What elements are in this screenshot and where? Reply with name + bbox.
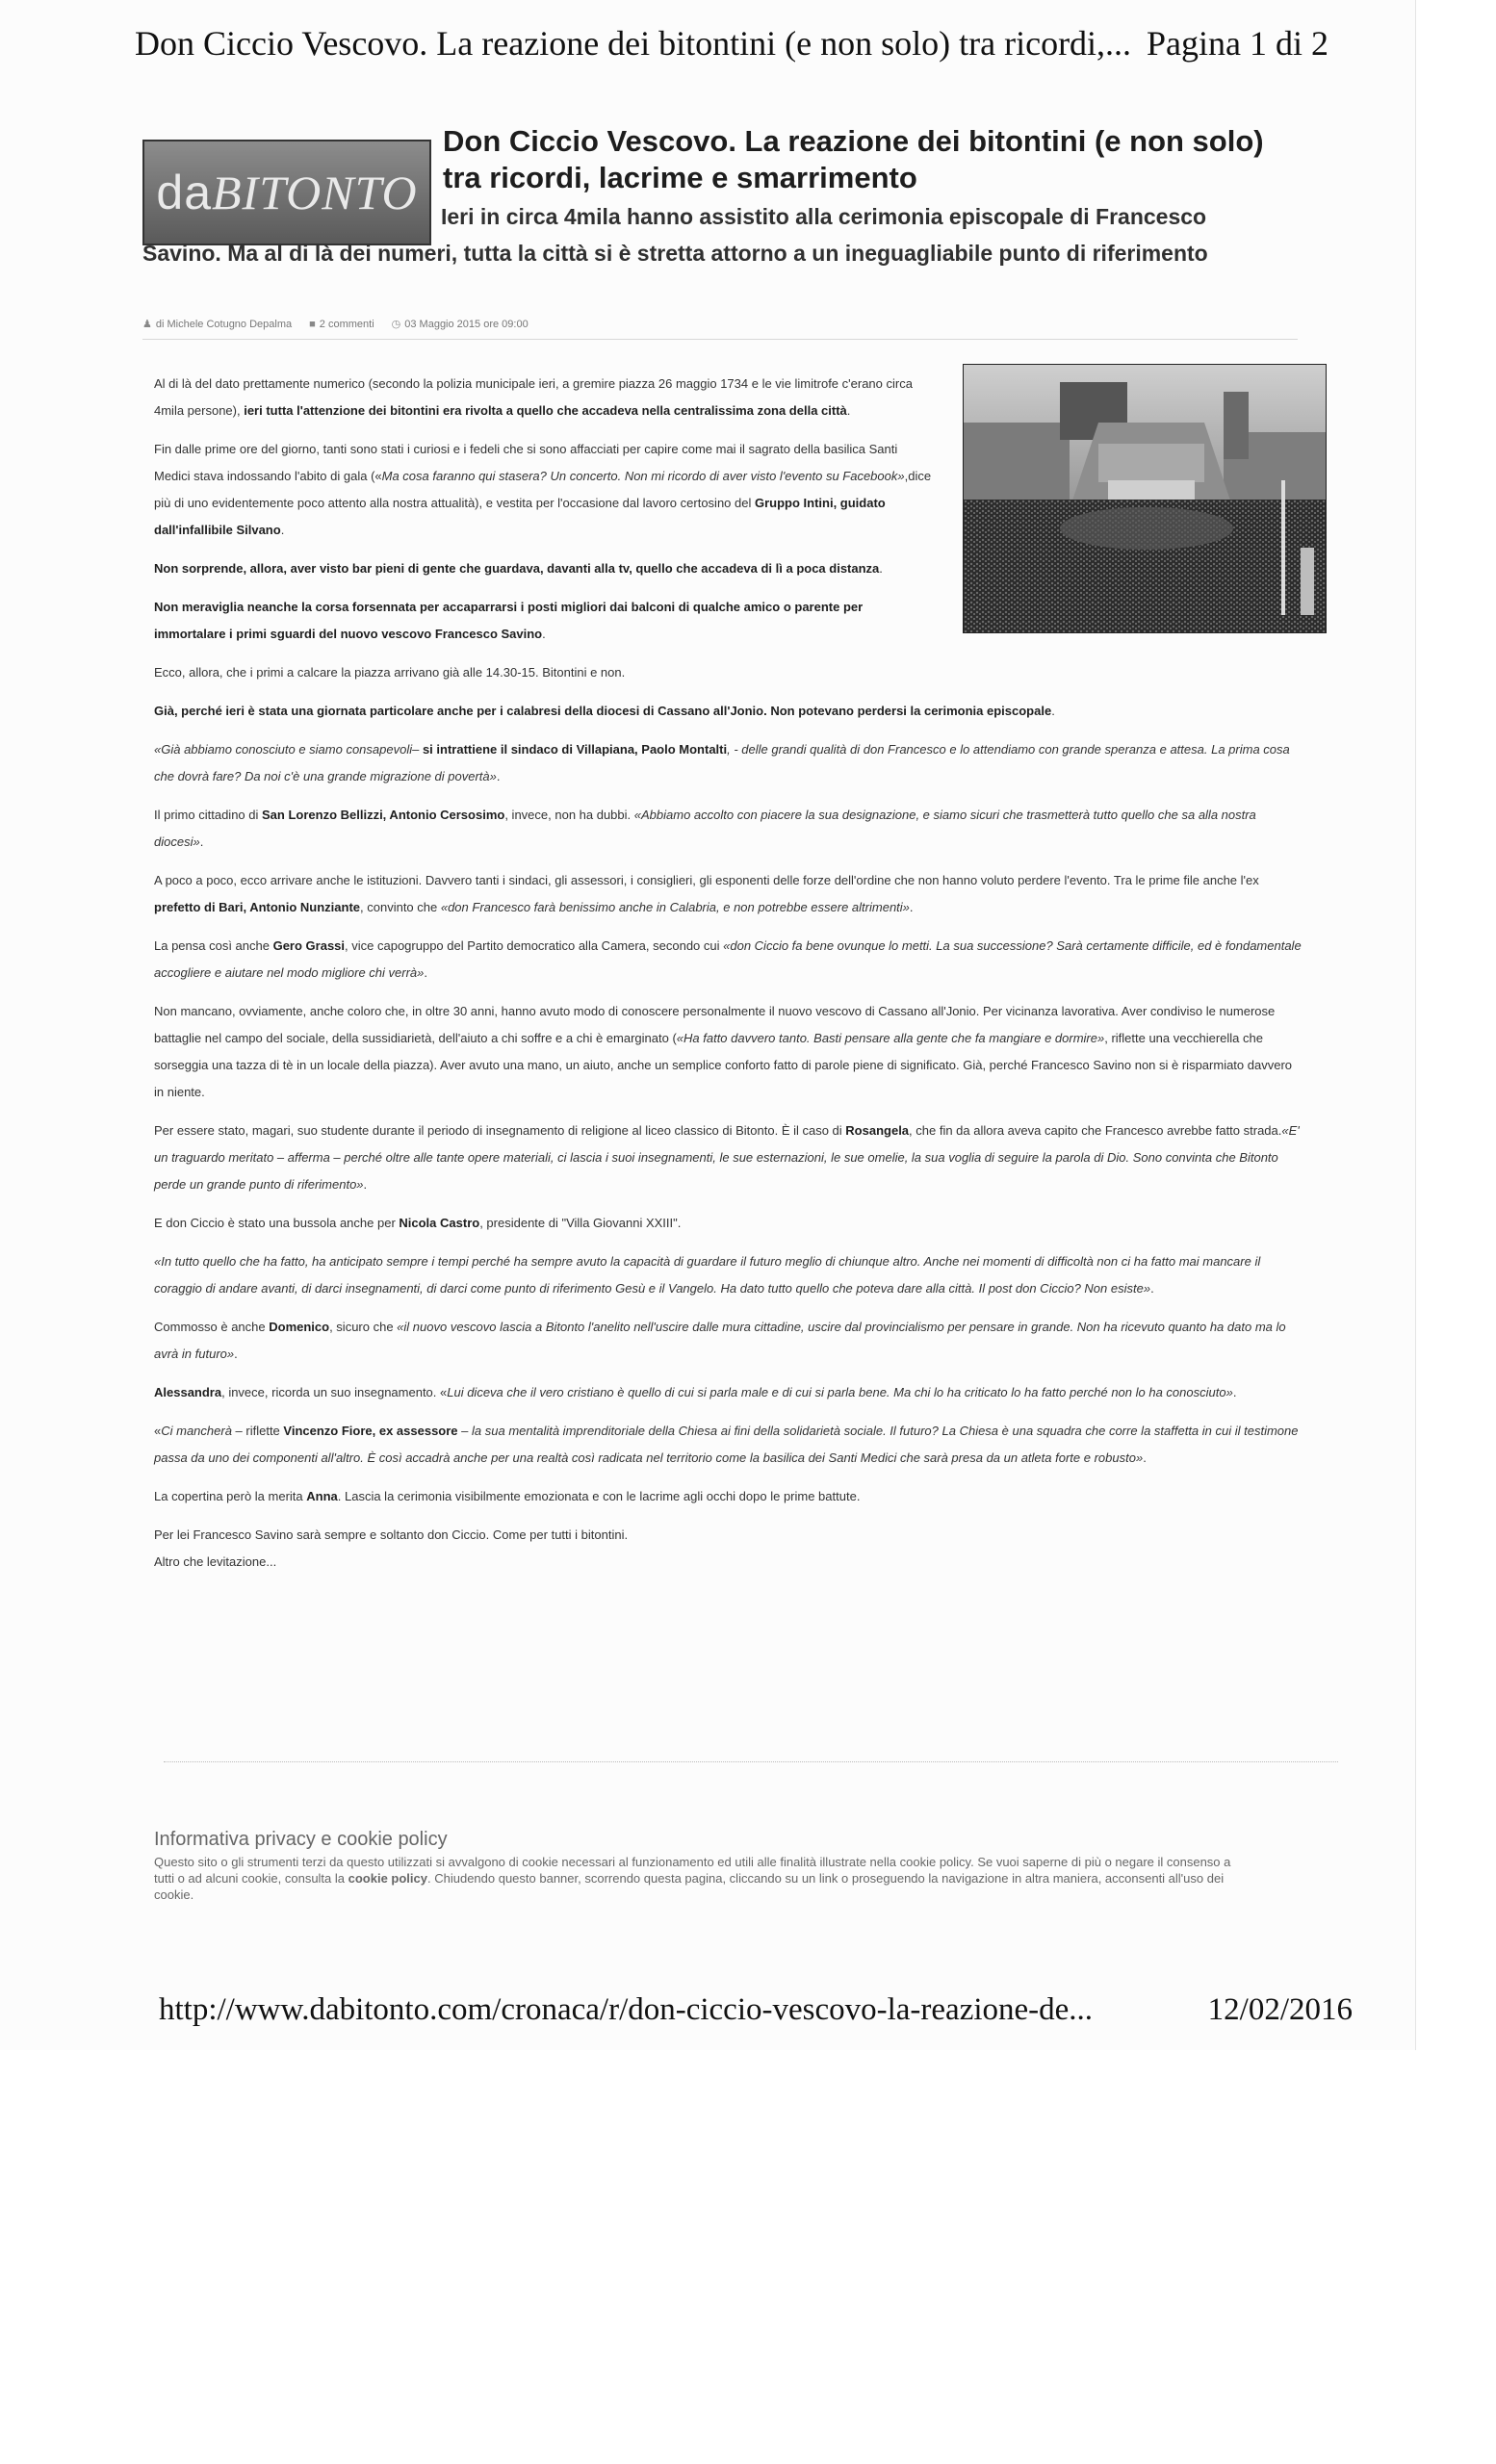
p17-open: « — [154, 1424, 162, 1438]
clock-icon: ◷ — [391, 319, 401, 330]
paragraph-8 — [154, 802, 1304, 856]
p1-end: . — [846, 403, 851, 418]
p17-quote-2: la sua mentalità imprenditoriale della Chiesa ai fini della solidarietà sociale. Il futuro? La Chiesa è una squadra che corre la staffetta in cui il testimone passa da uno dei componenti all'altro. È così accadrà anche per una realtà così radicata nel territorio come la basilica dei Santi Medici che sarà presa da un atleta forte e robusto» — [154, 1424, 1299, 1465]
paragraph-19 — [154, 1522, 1304, 1576]
p12-text-2: , che fin da allora aveva capito che Francesco avrebbe fatto strada. — [909, 1123, 1282, 1138]
p8-text: Il primo cittadino di — [154, 808, 262, 822]
p13-text: E don Ciccio è stato una bussola anche per — [154, 1216, 400, 1230]
p11-text-2: , riflette una vecchierella che sorseggia una tazza di tè in un locale della piazza). Aver avuto una mano, un aiuto, anche un semplice conforto fatto di parole piene di significato. Già, perché Francesco Savino non si è risparmiato davvero in niente. — [154, 1031, 1293, 1099]
p15-end: . — [234, 1347, 238, 1361]
p17-quote: Ci mancherà — [161, 1424, 232, 1438]
p17-text: – riflette — [231, 1424, 284, 1438]
p15-text: Commosso è anche — [154, 1320, 270, 1334]
paragraph-9 — [154, 867, 1304, 921]
p8-text-2: , invece, non ha dubbi. — [504, 808, 634, 822]
p3-end: . — [879, 561, 883, 576]
paragraph-5: Ecco, allora, che i primi a calcare la piazza arrivano già alle 14.30-15. Bitontini e non. — [154, 665, 626, 680]
paragraph-16 — [154, 1379, 1304, 1406]
p9-quote: «don Francesco farà benissimo anche in Calabria, e non potrebbe essere altrimenti» — [440, 900, 910, 914]
p11-text: Non mancano, ovviamente, anche coloro che, in oltre 30 anni, hanno avuto modo di conoscere personalmente il nuovo vescovo di Cassano all'Jonio. Per vicinanza lavorativa. Aver condiviso le numerose battaglie nel campo del sociale, della sussidiarietà, dell'aiuto a chi soffre e a chi è emarginato ( — [154, 1004, 1276, 1045]
p7-quote-2: , - delle grandi qualità di don Francesco e lo attendiamo con grande speranza e attesa. La prima cosa che dovrà fare? Da noi c'è una grande migrazione di povertà» — [154, 742, 1290, 783]
page-info: Pagina 1 di 2 — [1147, 24, 1328, 63]
p19-text: Per lei Francesco Savino sarà sempre e soltanto don Ciccio. Come per tutti i bitontini. — [154, 1527, 629, 1542]
p13-text-2: , presidente di "Villa Giovanni XXIII". — [479, 1216, 682, 1230]
p10-text-2: , vice capogruppo del Partito democratico alla Camera, secondo cui — [345, 938, 724, 953]
p15-text-2: , sicuro che — [329, 1320, 398, 1334]
meta-divider — [142, 339, 1298, 340]
p10-end: . — [424, 965, 427, 980]
p8-quote: «Abbiamo accolto con piacere la sua designazione, e siamo sicuri che trasmetterà tutto quello che sa alla nostra diocesi» — [154, 808, 1256, 849]
p6-bold: Già, perché ieri è stata una giornata particolare anche per i calabresi della diocesi di Cassano all'Jonio. Non potevano perdersi la cerimonia episcopale — [154, 704, 1052, 718]
paragraph-10 — [154, 933, 1304, 987]
paragraph-7 — [154, 736, 1304, 790]
logo-prefix: da — [156, 166, 213, 219]
p18-bold: Anna — [306, 1489, 338, 1503]
p17-dash: – — [457, 1424, 473, 1438]
p14-quote: «In tutto quello che ha fatto, ha anticipato sempre i tempi perché ha sempre avuto la capacità di guardare il futuro meglio di chiunque altro. Anche nei momenti di difficoltà non ci ha fatto mai mancare il coraggio di andare avanti, di darci insegnamenti, di darci come punto di riferimento Gesù e il Vangelo. Ha dato tutto quello che poteva dare alla città. Il post don Ciccio? Non esiste» — [154, 1254, 1261, 1296]
paragraph-13 — [154, 1210, 1304, 1237]
p2-end: . — [280, 523, 285, 537]
cookie-policy-link[interactable]: cookie policy — [348, 1871, 427, 1886]
p9-end: . — [909, 900, 914, 914]
p17-bold: Vincenzo Fiore, ex assessore — [283, 1424, 458, 1438]
paragraph-11 — [154, 998, 1304, 1106]
paragraph-6 — [154, 698, 1304, 725]
logo-brand: BITONTO — [212, 166, 418, 219]
p7-quote: «Già abbiamo conosciuto e siamo consapevoli– — [154, 742, 423, 757]
paragraph-14 — [154, 1248, 1304, 1302]
p2-text: Fin dalle prime ore del giorno, tanti sono stati i curiosi e i fedeli che si sono affacciati per capire come mai il sagrato della basilica Santi Medici stava indossando l'abito di gala (« — [154, 442, 898, 483]
p14-end: . — [1150, 1281, 1154, 1296]
paragraph-17 — [154, 1418, 1304, 1472]
p16-text: , invece, ricorda un suo insegnamento. « — [221, 1385, 448, 1399]
cookie-banner-text — [154, 1854, 1242, 1903]
paragraph-15 — [154, 1314, 1304, 1368]
p10-quote: «don Ciccio fa bene ovunque lo metti. La sua successione? Sarà certamente difficile, ed è fondamentale accogliere e aiutare nel modo migliore chi verrà» — [154, 938, 1302, 980]
p8-bold: San Lorenzo Bellizzi, Antonio Cersosimo — [262, 808, 505, 822]
p11-quote: «Ha fatto davvero tanto. Basti pensare alla gente che fa mangiare e dormire» — [676, 1031, 1105, 1045]
p4-end: . — [542, 627, 546, 641]
paragraph-18 — [154, 1483, 1304, 1510]
author[interactable] — [142, 318, 292, 330]
author-name: di Michele Cotugno Depalma — [155, 319, 293, 330]
p10-bold: Gero Grassi — [272, 938, 346, 953]
p16-bold: Alessandra — [154, 1385, 222, 1399]
print-footer — [159, 1992, 1353, 2028]
comments-link[interactable] — [309, 319, 374, 330]
p19-text-2: Altro che levitazione... — [154, 1554, 277, 1569]
p7-end: . — [496, 769, 501, 783]
user-icon: ♟ — [142, 319, 152, 330]
footer-divider — [164, 1761, 1338, 1762]
p2-text-2: ,dice più di uno evidentemente poco attento alla nostra attualità), e vestita per l'occasione dal lavoro certosino del — [154, 469, 932, 510]
p16-end: . — [1232, 1385, 1237, 1399]
p15-bold: Domenico — [269, 1320, 330, 1334]
p17-end: . — [1143, 1450, 1147, 1465]
p8-end: . — [199, 834, 204, 849]
p15-quote: «il nuovo vescovo lascia a Bitonto l'anelito nell'uscire dalle mura cittadine, uscire dal provincialismo per pensare in grande. Non ha ricevuto quanto ha dato ma lo avrà in futuro» — [154, 1320, 1286, 1361]
p1-text: Al di là del dato prettamente numerico (secondo la polizia municipale ieri, a gremire piazza 26 maggio 1734 e le vie limitrofe c'erano circa 4mila persone), — [154, 376, 913, 418]
p2-bold: Gruppo Intini, guidato dall'infallibile Silvano — [154, 496, 886, 537]
p9-bold: prefetto di Bari, Antonio Nunziante — [154, 900, 361, 914]
article-subtitle: Ieri in circa 4mila hanno assistito alla cerimonia episcopale di Francesco Savino. Ma al di là dei numeri, tutta la città si è stretta attorno a un ineguagliabile punto di riferimento — [142, 204, 1208, 266]
p16-quote: Lui diceva che il vero cristiano è quello di cui si parla male e di cui si parla bene. Ma chi lo ha criticato lo ha fatto perché non lo ha conosciuto» — [447, 1385, 1233, 1399]
p12-bold: Rosangela — [845, 1123, 910, 1138]
cookie-banner — [154, 1829, 1242, 1903]
p12-quote: «E' un traguardo meritato – afferma – perché oltre alle tante opere materiali, ci lascia i suoi insegnamenti, le sue esternazioni, le sue omelie, la sua voglia di seguire la parola di Dio. Sono convinta che Bitonto perde un grande punto di riferimento» — [154, 1123, 1300, 1192]
paragraph-12 — [154, 1117, 1304, 1198]
p10-text: La pensa così anche — [154, 938, 273, 953]
p18-text-2: . Lascia la cerimonia visibilmente emozionata e con le lacrime agli occhi dopo le prime battute. — [337, 1489, 861, 1503]
publish-date-text: 03 Maggio 2015 ore 09:00 — [404, 319, 529, 330]
p9-text: A poco a poco, ecco arrivare anche le istituzioni. Davvero tanti i sindaci, gli assessori, i consiglieri, gli esponenti delle forze dell'ordine che non hanno voluto perdere l'evento. Tra le prime file anche l'ex — [154, 873, 1259, 887]
paragraph-2 — [154, 436, 934, 544]
paragraph-4 — [154, 594, 934, 648]
publish-date — [392, 318, 529, 330]
p6-end: . — [1051, 704, 1055, 718]
p9-text-2: , convinto che — [360, 900, 441, 914]
p12-end: . — [363, 1177, 368, 1192]
article-meta — [142, 318, 529, 330]
p12-text: Per essere stato, magari, suo studente durante il periodo di insegnamento di religione al liceo classico di Bitonto. È il caso di — [154, 1123, 846, 1138]
p13-bold: Nicola Castro — [399, 1216, 480, 1230]
p18-text: La copertina però la merita — [154, 1489, 307, 1503]
cookie-banner-title: Informativa privacy e cookie policy — [154, 1829, 448, 1850]
paragraph-1 — [154, 371, 934, 424]
print-header-title: Don Ciccio Vescovo. La reazione dei bitontini (e non solo) tra ricordi,... — [135, 24, 1132, 63]
comment-icon: ■ — [309, 318, 316, 330]
p2-quote: Ma cosa faranno qui stasera? Un concerto. Non mi ricordo di aver visto l'evento su Facebook» — [381, 469, 905, 483]
cookie-text-b: . Chiudendo questo banner, scorrendo questa pagina, cliccando su un link o proseguendo la navigazione in altra maniera, acconsenti all'uso dei cookie. — [154, 1871, 1225, 1902]
cookie-text-a: Questo sito o gli strumenti terzi da questo utilizzati si avvalgono di cookie necessari al funzionamento ed utili alle finalità illustrate nella cookie policy. Se vuoi saperne di più o negare il consenso a tutti o ad alcuni cookie, consulta la — [154, 1855, 1231, 1886]
comments-count: 2 commenti — [319, 318, 374, 330]
print-url: http://www.dabitonto.com/cronaca/r/don-ciccio-vescovo-la-reazione-de... — [159, 1992, 1094, 2027]
p4-bold: Non meraviglia neanche la corsa forsennata per accaparrarsi i posti migliori dai balconi di qualche amico o parente per immortalare i primi sguardi del nuovo vescovo Francesco Savino — [154, 600, 864, 641]
p3-bold: Non sorprende, allora, aver visto bar pieni di gente che guardava, davanti alla tv, quello che accadeva di lì a poca distanza — [154, 561, 880, 576]
p7-bold: si intrattiene il sindaco di Villapiana, Paolo Montalti — [422, 742, 728, 757]
p1-bold: ieri tutta l'attenzione dei bitontini era rivolta a quello che accadeva nella centralissima zona della città — [244, 403, 847, 418]
print-header — [135, 23, 1328, 64]
paragraph-3 — [154, 555, 934, 582]
article-headline: Don Ciccio Vescovo. La reazione dei bitontini (e non solo) tra ricordi, lacrime e smarrimento — [443, 124, 1264, 194]
print-date: 12/02/2016 — [1207, 1992, 1353, 2027]
article-body — [154, 371, 1304, 1587]
